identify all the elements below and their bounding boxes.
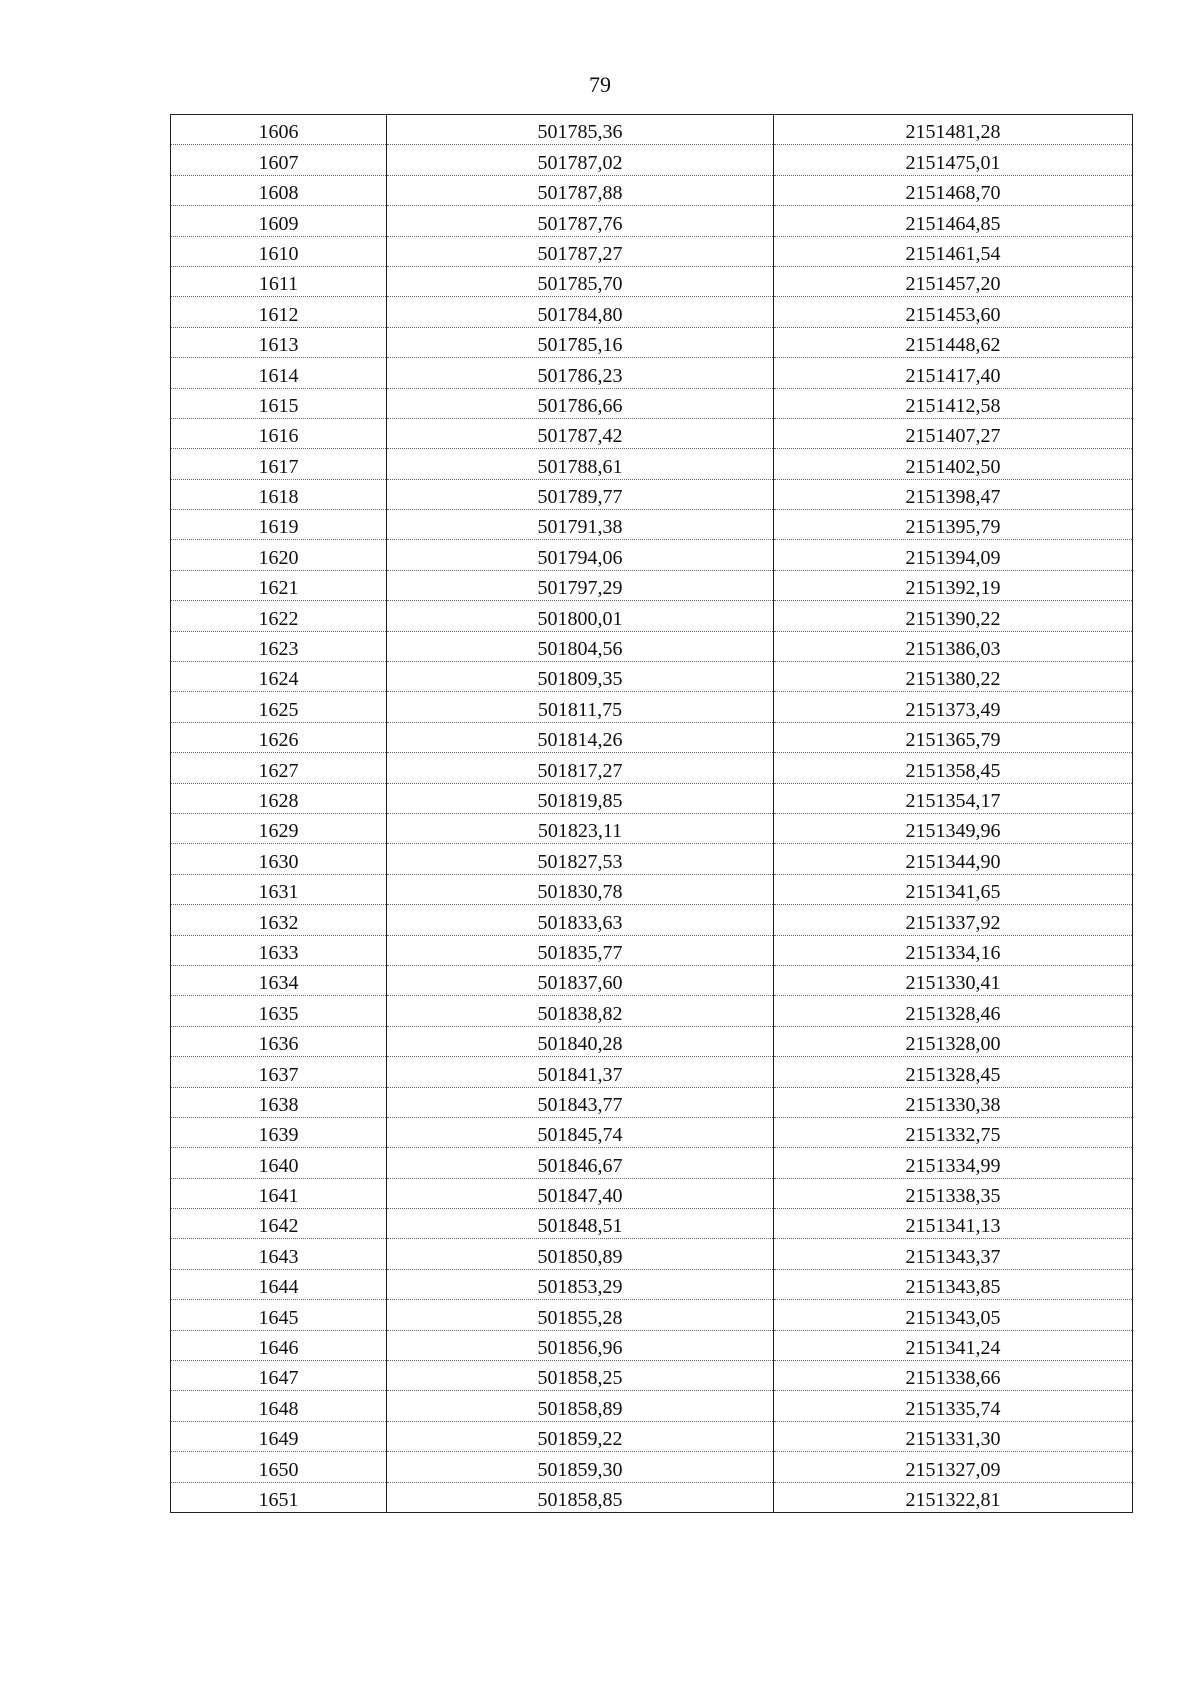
y-coordinate-cell: 2151322,81 bbox=[774, 1482, 1133, 1512]
table-row bbox=[171, 388, 1133, 418]
x-coordinate-cell: 501850,89 bbox=[387, 1239, 774, 1269]
y-coordinate-cell: 2151386,03 bbox=[774, 631, 1133, 661]
table-row bbox=[171, 1026, 1133, 1056]
point-number-cell: 1606 bbox=[171, 115, 387, 145]
y-coordinate-cell: 2151328,46 bbox=[774, 996, 1133, 1026]
point-number-cell: 1611 bbox=[171, 266, 387, 296]
table-row bbox=[171, 540, 1133, 570]
point-number-cell: 1635 bbox=[171, 996, 387, 1026]
x-coordinate-cell: 501787,27 bbox=[387, 236, 774, 266]
point-number-cell: 1651 bbox=[171, 1482, 387, 1512]
table-row bbox=[171, 1330, 1133, 1360]
x-coordinate-cell: 501855,28 bbox=[387, 1300, 774, 1330]
point-number-cell: 1643 bbox=[171, 1239, 387, 1269]
x-coordinate-cell: 501856,96 bbox=[387, 1330, 774, 1360]
x-coordinate-cell: 501858,25 bbox=[387, 1361, 774, 1391]
point-number-cell: 1648 bbox=[171, 1391, 387, 1421]
coordinates-table bbox=[170, 114, 1133, 1513]
point-number-cell: 1645 bbox=[171, 1300, 387, 1330]
table-row bbox=[171, 175, 1133, 205]
point-number-cell: 1642 bbox=[171, 1209, 387, 1239]
y-coordinate-cell: 2151330,38 bbox=[774, 1087, 1133, 1117]
table-row bbox=[171, 1239, 1133, 1269]
point-number-cell: 1619 bbox=[171, 510, 387, 540]
y-coordinate-cell: 2151468,70 bbox=[774, 175, 1133, 205]
point-number-cell: 1632 bbox=[171, 905, 387, 935]
x-coordinate-cell: 501791,38 bbox=[387, 510, 774, 540]
point-number-cell: 1637 bbox=[171, 1057, 387, 1087]
x-coordinate-cell: 501800,01 bbox=[387, 601, 774, 631]
y-coordinate-cell: 2151481,28 bbox=[774, 115, 1133, 145]
point-number-cell: 1631 bbox=[171, 874, 387, 904]
table-row bbox=[171, 266, 1133, 296]
x-coordinate-cell: 501788,61 bbox=[387, 449, 774, 479]
point-number-cell: 1634 bbox=[171, 965, 387, 995]
point-number-cell: 1624 bbox=[171, 662, 387, 692]
y-coordinate-cell: 2151343,05 bbox=[774, 1300, 1133, 1330]
y-coordinate-cell: 2151402,50 bbox=[774, 449, 1133, 479]
x-coordinate-cell: 501786,23 bbox=[387, 358, 774, 388]
x-coordinate-cell: 501830,78 bbox=[387, 874, 774, 904]
x-coordinate-cell: 501784,80 bbox=[387, 297, 774, 327]
point-number-cell: 1644 bbox=[171, 1269, 387, 1299]
x-coordinate-cell: 501809,35 bbox=[387, 662, 774, 692]
table-row bbox=[171, 601, 1133, 631]
table-row bbox=[171, 905, 1133, 935]
point-number-cell: 1623 bbox=[171, 631, 387, 661]
y-coordinate-cell: 2151335,74 bbox=[774, 1391, 1133, 1421]
table-row bbox=[171, 722, 1133, 752]
y-coordinate-cell: 2151407,27 bbox=[774, 418, 1133, 448]
point-number-cell: 1620 bbox=[171, 540, 387, 570]
y-coordinate-cell: 2151331,30 bbox=[774, 1421, 1133, 1451]
y-coordinate-cell: 2151338,66 bbox=[774, 1361, 1133, 1391]
table-row bbox=[171, 631, 1133, 661]
table-row bbox=[171, 965, 1133, 995]
y-coordinate-cell: 2151398,47 bbox=[774, 479, 1133, 509]
y-coordinate-cell: 2151392,19 bbox=[774, 570, 1133, 600]
point-number-cell: 1615 bbox=[171, 388, 387, 418]
point-number-cell: 1612 bbox=[171, 297, 387, 327]
point-number-cell: 1626 bbox=[171, 722, 387, 752]
y-coordinate-cell: 2151457,20 bbox=[774, 266, 1133, 296]
table-row bbox=[171, 844, 1133, 874]
table-row bbox=[171, 1209, 1133, 1239]
point-number-cell: 1630 bbox=[171, 844, 387, 874]
table-row bbox=[171, 692, 1133, 722]
x-coordinate-cell: 501841,37 bbox=[387, 1057, 774, 1087]
y-coordinate-cell: 2151334,16 bbox=[774, 935, 1133, 965]
point-number-cell: 1609 bbox=[171, 206, 387, 236]
y-coordinate-cell: 2151338,35 bbox=[774, 1178, 1133, 1208]
y-coordinate-cell: 2151341,24 bbox=[774, 1330, 1133, 1360]
y-coordinate-cell: 2151448,62 bbox=[774, 327, 1133, 357]
x-coordinate-cell: 501833,63 bbox=[387, 905, 774, 935]
y-coordinate-cell: 2151343,85 bbox=[774, 1269, 1133, 1299]
x-coordinate-cell: 501785,16 bbox=[387, 327, 774, 357]
y-coordinate-cell: 2151395,79 bbox=[774, 510, 1133, 540]
y-coordinate-cell: 2151365,79 bbox=[774, 722, 1133, 752]
x-coordinate-cell: 501789,77 bbox=[387, 479, 774, 509]
y-coordinate-cell: 2151380,22 bbox=[774, 662, 1133, 692]
table-row bbox=[171, 783, 1133, 813]
table-row bbox=[171, 1300, 1133, 1330]
x-coordinate-cell: 501837,60 bbox=[387, 965, 774, 995]
y-coordinate-cell: 2151341,65 bbox=[774, 874, 1133, 904]
table-row bbox=[171, 236, 1133, 266]
table-row bbox=[171, 1482, 1133, 1512]
y-coordinate-cell: 2151328,45 bbox=[774, 1057, 1133, 1087]
table-row bbox=[171, 996, 1133, 1026]
point-number-cell: 1636 bbox=[171, 1026, 387, 1056]
point-number-cell: 1608 bbox=[171, 175, 387, 205]
point-number-cell: 1628 bbox=[171, 783, 387, 813]
point-number-cell: 1638 bbox=[171, 1087, 387, 1117]
table-row bbox=[171, 935, 1133, 965]
y-coordinate-cell: 2151341,13 bbox=[774, 1209, 1133, 1239]
point-number-cell: 1629 bbox=[171, 813, 387, 843]
x-coordinate-cell: 501845,74 bbox=[387, 1117, 774, 1147]
table-row bbox=[171, 327, 1133, 357]
point-number-cell: 1613 bbox=[171, 327, 387, 357]
y-coordinate-cell: 2151453,60 bbox=[774, 297, 1133, 327]
x-coordinate-cell: 501785,36 bbox=[387, 115, 774, 145]
x-coordinate-cell: 501823,11 bbox=[387, 813, 774, 843]
coordinates-table-body bbox=[171, 115, 1133, 1513]
page-number: 79 bbox=[589, 72, 611, 97]
y-coordinate-cell: 2151461,54 bbox=[774, 236, 1133, 266]
y-coordinate-cell: 2151332,75 bbox=[774, 1117, 1133, 1147]
x-coordinate-cell: 501858,85 bbox=[387, 1482, 774, 1512]
x-coordinate-cell: 501847,40 bbox=[387, 1178, 774, 1208]
x-coordinate-cell: 501787,76 bbox=[387, 206, 774, 236]
x-coordinate-cell: 501797,29 bbox=[387, 570, 774, 600]
y-coordinate-cell: 2151464,85 bbox=[774, 206, 1133, 236]
point-number-cell: 1650 bbox=[171, 1452, 387, 1482]
x-coordinate-cell: 501835,77 bbox=[387, 935, 774, 965]
point-number-cell: 1633 bbox=[171, 935, 387, 965]
point-number-cell: 1617 bbox=[171, 449, 387, 479]
x-coordinate-cell: 501843,77 bbox=[387, 1087, 774, 1117]
point-number-cell: 1610 bbox=[171, 236, 387, 266]
x-coordinate-cell: 501827,53 bbox=[387, 844, 774, 874]
y-coordinate-cell: 2151417,40 bbox=[774, 358, 1133, 388]
y-coordinate-cell: 2151334,99 bbox=[774, 1148, 1133, 1178]
x-coordinate-cell: 501846,67 bbox=[387, 1148, 774, 1178]
table-row bbox=[171, 753, 1133, 783]
table-row bbox=[171, 1269, 1133, 1299]
point-number-cell: 1614 bbox=[171, 358, 387, 388]
table-row bbox=[171, 479, 1133, 509]
y-coordinate-cell: 2151328,00 bbox=[774, 1026, 1133, 1056]
table-row bbox=[171, 418, 1133, 448]
table-row bbox=[171, 115, 1133, 145]
point-number-cell: 1618 bbox=[171, 479, 387, 509]
x-coordinate-cell: 501858,89 bbox=[387, 1391, 774, 1421]
point-number-cell: 1607 bbox=[171, 145, 387, 175]
y-coordinate-cell: 2151475,01 bbox=[774, 145, 1133, 175]
table-row bbox=[171, 510, 1133, 540]
y-coordinate-cell: 2151390,22 bbox=[774, 601, 1133, 631]
y-coordinate-cell: 2151394,09 bbox=[774, 540, 1133, 570]
y-coordinate-cell: 2151349,96 bbox=[774, 813, 1133, 843]
table-row bbox=[171, 1178, 1133, 1208]
y-coordinate-cell: 2151330,41 bbox=[774, 965, 1133, 995]
x-coordinate-cell: 501794,06 bbox=[387, 540, 774, 570]
x-coordinate-cell: 501838,82 bbox=[387, 996, 774, 1026]
x-coordinate-cell: 501848,51 bbox=[387, 1209, 774, 1239]
y-coordinate-cell: 2151358,45 bbox=[774, 753, 1133, 783]
point-number-cell: 1639 bbox=[171, 1117, 387, 1147]
y-coordinate-cell: 2151412,58 bbox=[774, 388, 1133, 418]
x-coordinate-cell: 501811,75 bbox=[387, 692, 774, 722]
point-number-cell: 1647 bbox=[171, 1361, 387, 1391]
x-coordinate-cell: 501817,27 bbox=[387, 753, 774, 783]
table-row bbox=[171, 1087, 1133, 1117]
x-coordinate-cell: 501787,42 bbox=[387, 418, 774, 448]
table-row bbox=[171, 570, 1133, 600]
table-row bbox=[171, 145, 1133, 175]
y-coordinate-cell: 2151337,92 bbox=[774, 905, 1133, 935]
x-coordinate-cell: 501787,02 bbox=[387, 145, 774, 175]
table-row bbox=[171, 1391, 1133, 1421]
table-row bbox=[171, 297, 1133, 327]
x-coordinate-cell: 501859,30 bbox=[387, 1452, 774, 1482]
y-coordinate-cell: 2151344,90 bbox=[774, 844, 1133, 874]
x-coordinate-cell: 501819,85 bbox=[387, 783, 774, 813]
x-coordinate-cell: 501804,56 bbox=[387, 631, 774, 661]
point-number-cell: 1640 bbox=[171, 1148, 387, 1178]
x-coordinate-cell: 501840,28 bbox=[387, 1026, 774, 1056]
point-number-cell: 1616 bbox=[171, 418, 387, 448]
x-coordinate-cell: 501786,66 bbox=[387, 388, 774, 418]
table-row bbox=[171, 1452, 1133, 1482]
table-row bbox=[171, 1361, 1133, 1391]
point-number-cell: 1625 bbox=[171, 692, 387, 722]
table-row bbox=[171, 1148, 1133, 1178]
x-coordinate-cell: 501853,29 bbox=[387, 1269, 774, 1299]
table-row bbox=[171, 813, 1133, 843]
point-number-cell: 1646 bbox=[171, 1330, 387, 1360]
y-coordinate-cell: 2151354,17 bbox=[774, 783, 1133, 813]
x-coordinate-cell: 501814,26 bbox=[387, 722, 774, 752]
table-row bbox=[171, 449, 1133, 479]
x-coordinate-cell: 501787,88 bbox=[387, 175, 774, 205]
point-number-cell: 1649 bbox=[171, 1421, 387, 1451]
y-coordinate-cell: 2151327,09 bbox=[774, 1452, 1133, 1482]
table-row bbox=[171, 206, 1133, 236]
point-number-cell: 1621 bbox=[171, 570, 387, 600]
y-coordinate-cell: 2151373,49 bbox=[774, 692, 1133, 722]
table-row bbox=[171, 358, 1133, 388]
table-row bbox=[171, 662, 1133, 692]
table-row bbox=[171, 874, 1133, 904]
y-coordinate-cell: 2151343,37 bbox=[774, 1239, 1133, 1269]
table-row bbox=[171, 1421, 1133, 1451]
point-number-cell: 1641 bbox=[171, 1178, 387, 1208]
table-row bbox=[171, 1057, 1133, 1087]
x-coordinate-cell: 501859,22 bbox=[387, 1421, 774, 1451]
x-coordinate-cell: 501785,70 bbox=[387, 266, 774, 296]
point-number-cell: 1627 bbox=[171, 753, 387, 783]
point-number-cell: 1622 bbox=[171, 601, 387, 631]
table-row bbox=[171, 1117, 1133, 1147]
